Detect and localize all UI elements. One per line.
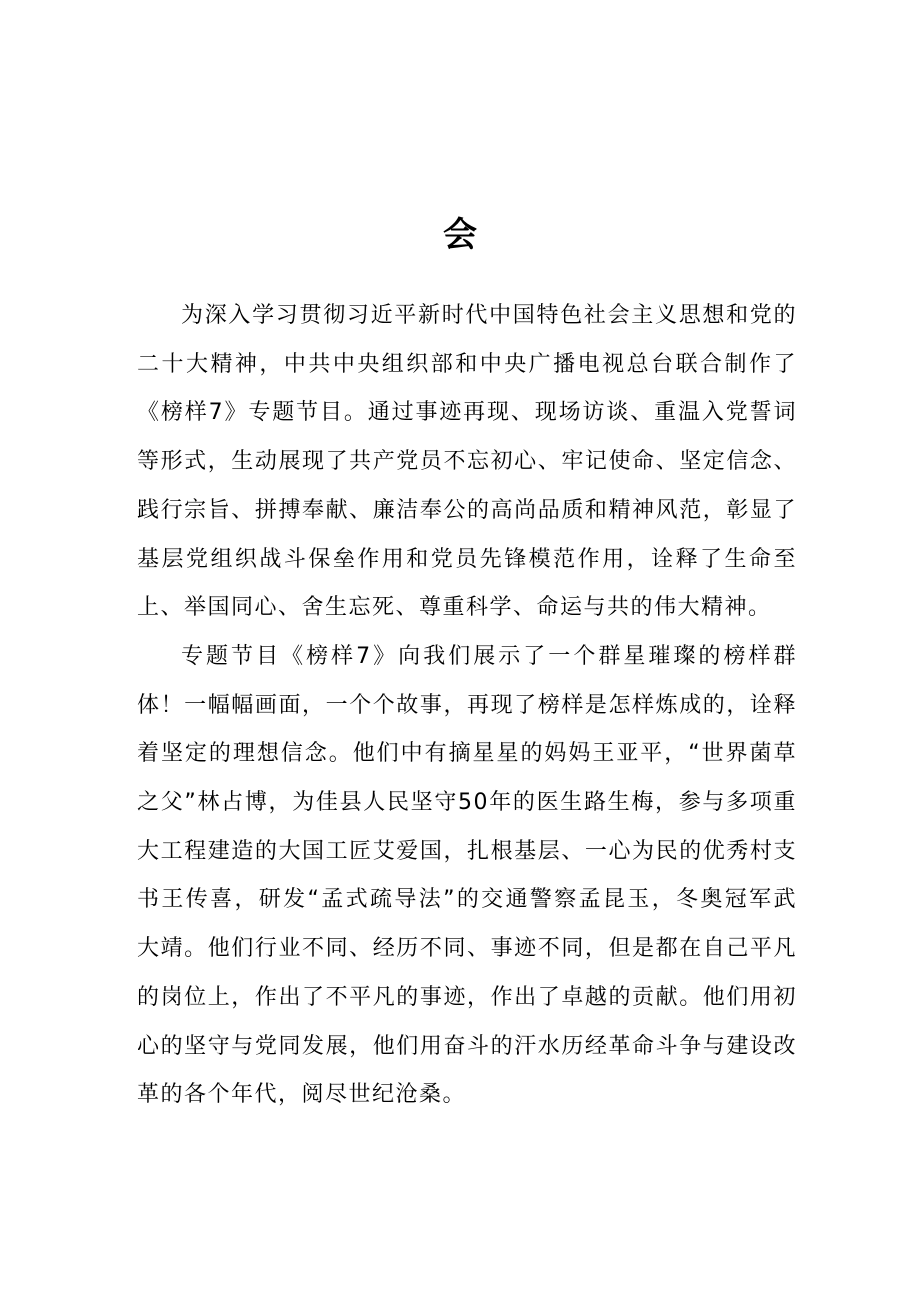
paragraph-2: 专题节目《榜样7》向我们展示了一个群星璀璨的榜样群体！一幅幅画面，一个个故事，再现了榜样是怎样炼成的，诠释着坚定的理想信念。他们中有摘星星的妈妈王亚平，“世界菌草之父”林占博，为佳县人民坚守50年的医生路生梅，参与多项重大工程建造的大国工匠艾爱国，扎根基层、一心为民的优秀村支书王传喜，研发“孟式疏导法”的交通警察孟昆玉，冬奥冠军武大靖。他们行业不同、经历不同、事迹不同，但是都在自己平凡的岗位上，作出了不平凡的事迹，作出了卓越的贡献。他们用初心的坚守与党同发展，他们用奋斗的汗水历经革命斗争与建设改革的各个年代，阅尽世纪沧桑。	[137, 643, 797, 1108]
paragraph-1: 为深入学习贯彻习近平新时代中国特色社会主义思想和党的二十大精神，中共中央组织部和中央广播电视总台联合制作了《榜样7》专题节目。通过事迹再现、现场访谈、重温入党誓词等形式，生动展现了共产党员不忘初心、牢记使命、坚定信念、践行宗旨、拼搏奉献、廉洁奉公的高尚品质和精神风范，彰显了基层党组织战斗保垒作用和党员先锋模范作用，诠释了生命至上、举国同心、舍生忘死、尊重科学、命运与共的伟大精神。	[137, 303, 797, 621]
document-body	[137, 292, 797, 1120]
document-title: 会	[443, 215, 477, 255]
